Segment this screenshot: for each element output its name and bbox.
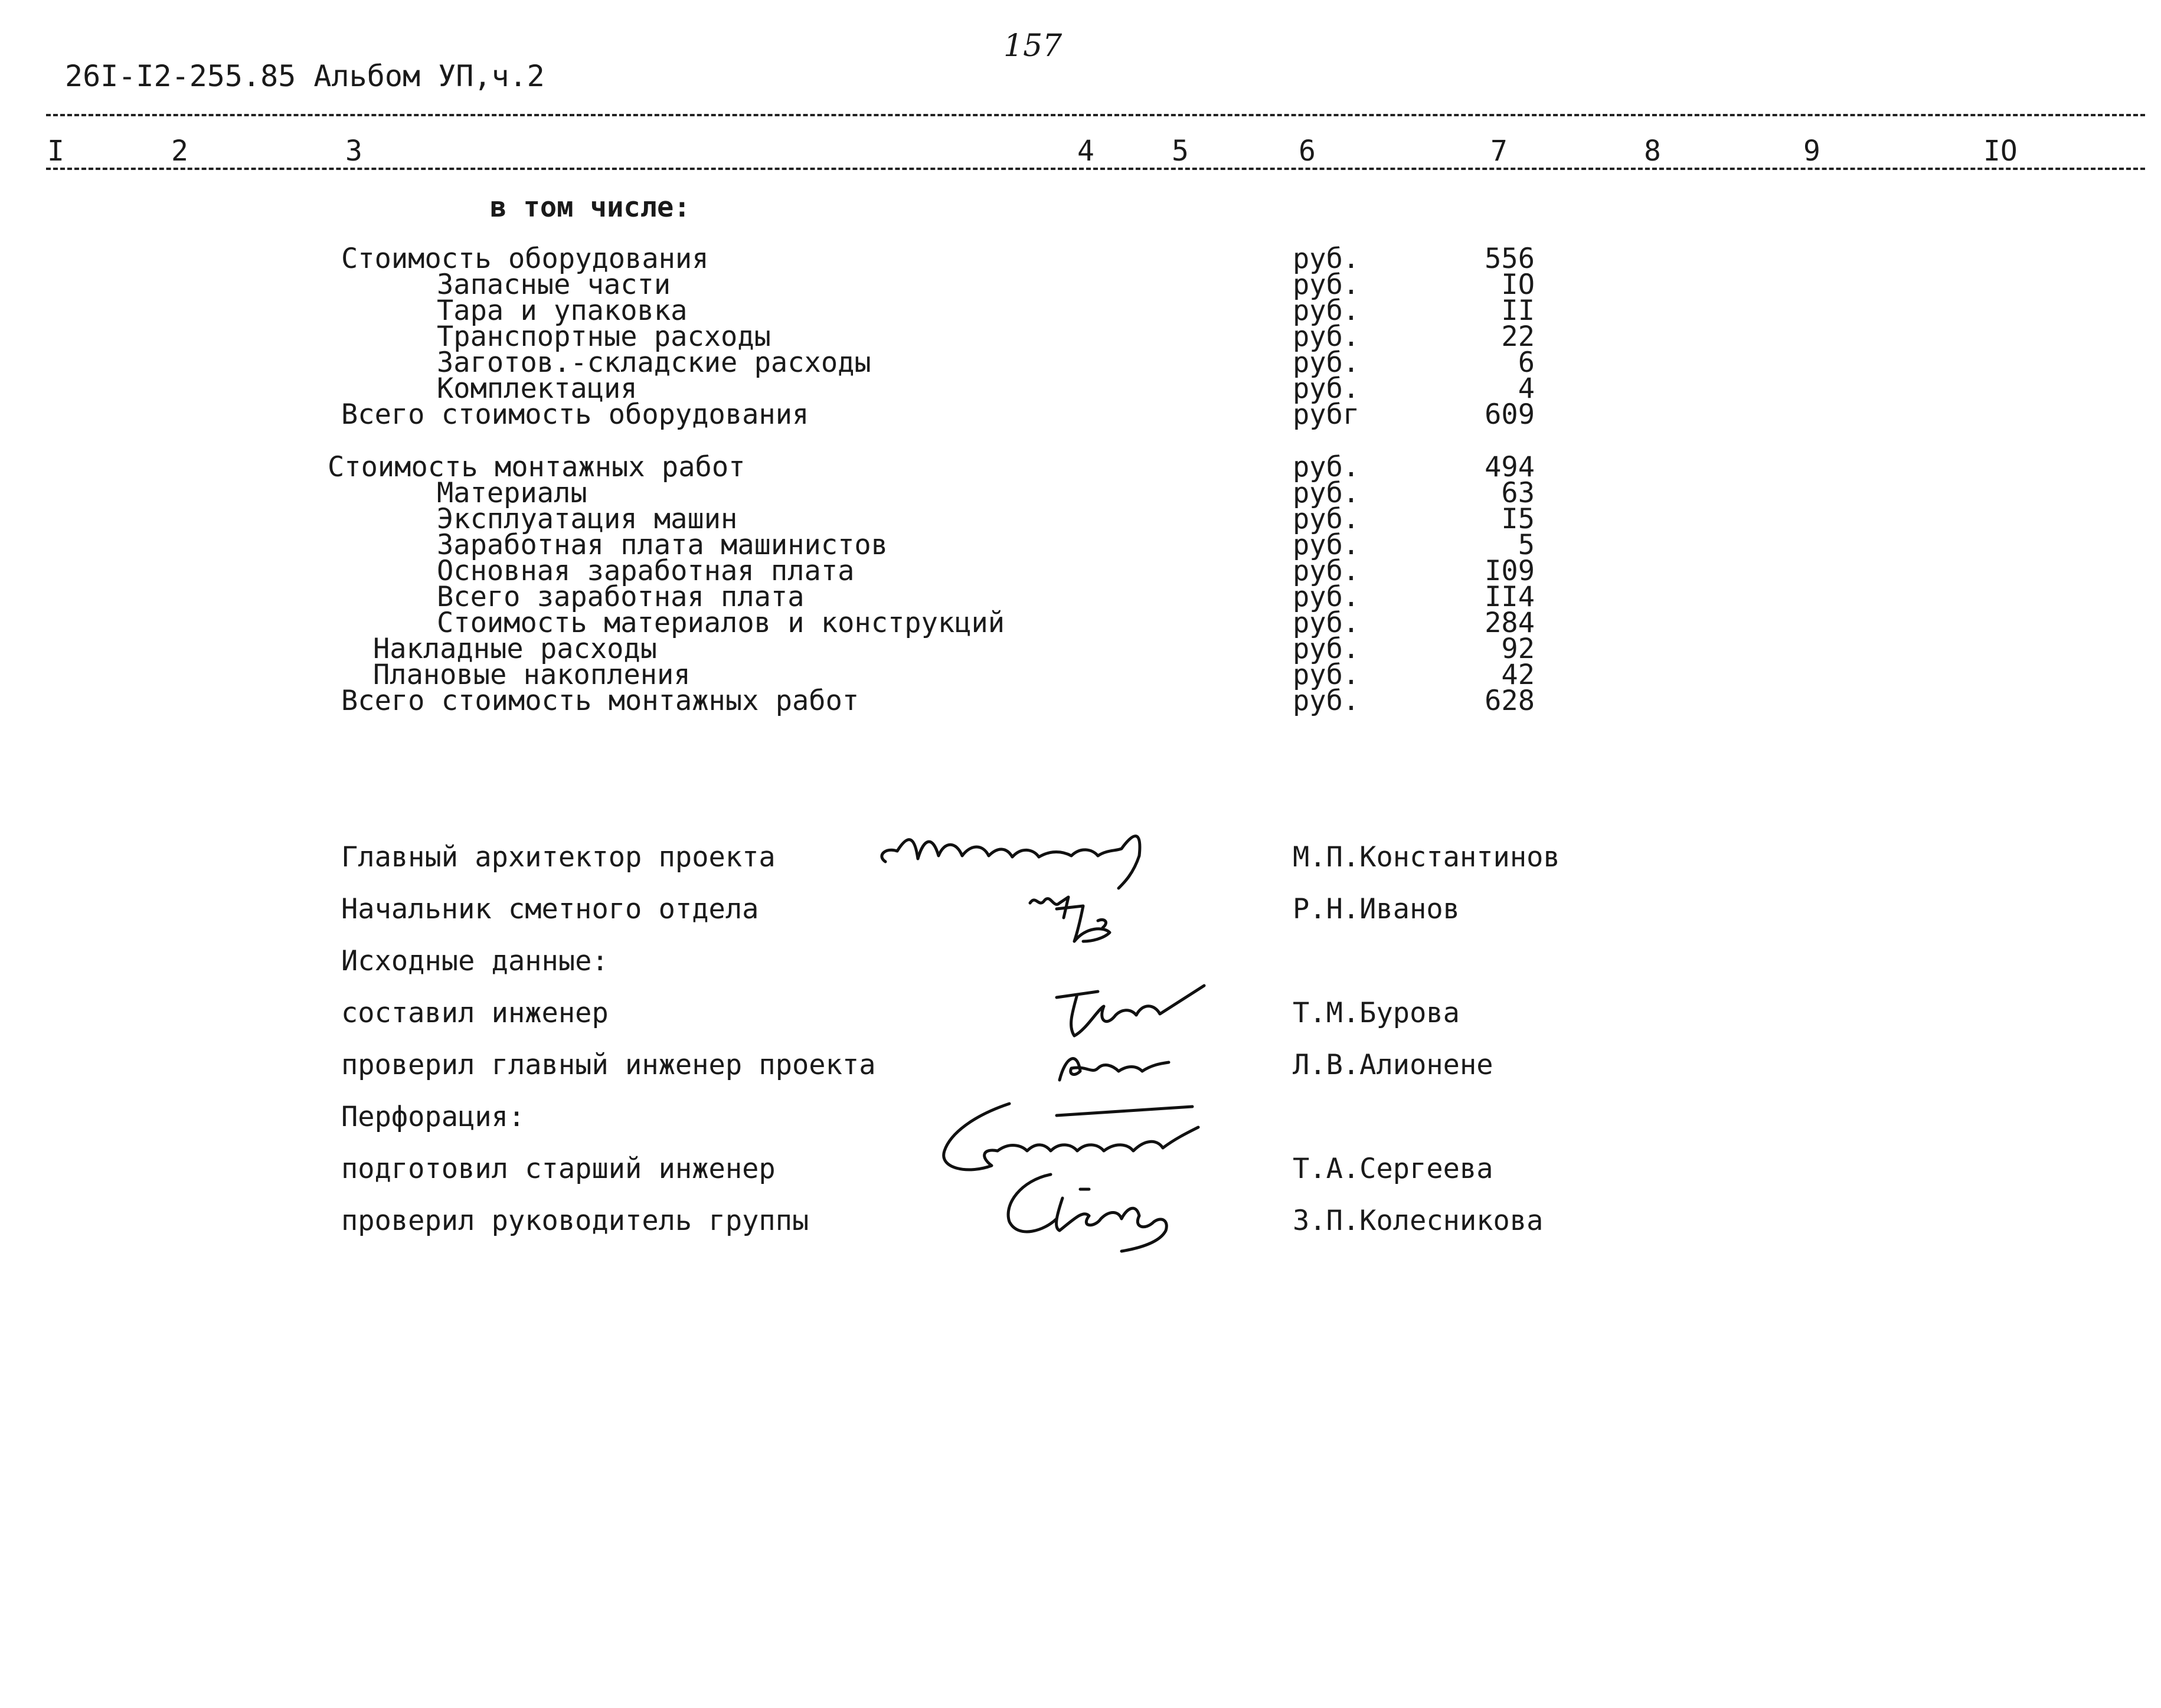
signature-role-label: Перфорация:	[341, 1101, 525, 1133]
signatory-name: Т.М.Бурова	[1293, 997, 1460, 1029]
column-number-8: 8	[1644, 135, 1661, 168]
signatory-name: Л.В.Алионене	[1293, 1049, 1493, 1081]
signatory-name: М.П.Константинов	[1293, 841, 1560, 873]
signature-konstantinov	[874, 814, 1228, 891]
installation-item-unit: руб.	[1293, 555, 1360, 587]
installation-item-value: I09	[1485, 555, 1535, 587]
equipment-item-value: 22	[1501, 320, 1535, 353]
column-number-9: 9	[1803, 135, 1820, 168]
installation-item-value: 5	[1518, 529, 1535, 561]
installation-item-unit: руб.	[1293, 503, 1360, 535]
signature-role-label: составил инженер	[341, 997, 609, 1029]
equipment-item-name: Стоимость оборудования	[341, 243, 709, 275]
signature-ivanov	[1027, 885, 1175, 950]
subheading: в том числе:	[490, 191, 691, 224]
installation-item-name: Эксплуатация машин	[437, 503, 738, 535]
equipment-item-name: Заготов.-складские расходы	[437, 346, 871, 379]
signature-role-label: проверил руководитель группы	[341, 1205, 809, 1237]
equipment-item-unit: руб.	[1293, 320, 1360, 353]
installation-item-name: Всего стоимость монтажных работ	[341, 685, 859, 717]
signatory-name: З.П.Колесникова	[1293, 1205, 1544, 1237]
installation-item-unit: руб.	[1293, 685, 1360, 717]
equipment-item-unit: руб.	[1293, 295, 1360, 327]
equipment-item-value: 4	[1518, 372, 1535, 405]
signature-role-label: Главный архитектор проекта	[341, 841, 776, 873]
installation-item-name: Стоимость материалов и конструкций	[437, 607, 1005, 639]
installation-item-name: Заработная плата машинистов	[437, 529, 888, 561]
installation-item-value: 42	[1501, 659, 1535, 691]
installation-item-value: 63	[1501, 477, 1535, 509]
column-number-6: 6	[1299, 135, 1316, 168]
installation-item-name: Стоимость монтажных работ	[328, 451, 746, 483]
column-number-7: 7	[1490, 135, 1508, 168]
column-number-3: 3	[345, 135, 362, 168]
installation-item-unit: руб.	[1293, 581, 1360, 613]
installation-item-value: 92	[1501, 633, 1535, 665]
equipment-item-value: II	[1501, 295, 1535, 327]
equipment-item-value: IO	[1501, 269, 1535, 301]
signature-alionene	[1051, 1039, 1198, 1086]
column-number-4: 4	[1077, 135, 1094, 168]
equipment-item-unit: руб.	[1293, 243, 1360, 275]
equipment-item-value: 6	[1518, 346, 1535, 379]
signature-role-label: Начальник сметного отдела	[341, 893, 759, 925]
installation-item-unit: руб.	[1293, 607, 1360, 639]
installation-item-name: Плановые накопления	[373, 659, 691, 691]
document-reference: 26I-I2-255.85 Альбом УП,ч.2	[65, 59, 545, 93]
installation-item-value: 494	[1485, 451, 1535, 483]
installation-item-name: Основная заработная плата	[437, 555, 855, 587]
installation-item-value: I5	[1501, 503, 1535, 535]
signature-role-label: Исходные данные:	[341, 945, 609, 977]
signatory-name: Т.А.Сергеева	[1293, 1153, 1493, 1185]
installation-item-name: Всего заработная плата	[437, 581, 805, 613]
installation-item-unit: руб.	[1293, 633, 1360, 665]
equipment-item-name: Запасные части	[437, 269, 671, 301]
installation-item-name: Накладные расходы	[373, 633, 658, 665]
installation-item-unit: руб.	[1293, 477, 1360, 509]
installation-item-unit: руб.	[1293, 451, 1360, 483]
signature-burova	[1051, 980, 1228, 1045]
equipment-item-name: Тара и упаковка	[437, 295, 688, 327]
equipment-item-value: 556	[1485, 243, 1535, 275]
signature-role-label: подготовил старший инженер	[341, 1153, 776, 1185]
installation-item-value: 628	[1485, 685, 1535, 717]
equipment-item-unit: рубг	[1293, 398, 1360, 431]
equipment-item-value: 609	[1485, 398, 1535, 431]
column-number-10: IO	[1983, 135, 2018, 168]
installation-item-name: Материалы	[437, 477, 587, 509]
signatory-name: Р.Н.Иванов	[1293, 893, 1460, 925]
top-rule	[46, 114, 2145, 116]
column-number-5: 5	[1172, 135, 1189, 168]
equipment-item-unit: руб.	[1293, 372, 1360, 405]
installation-item-value: II4	[1485, 581, 1535, 613]
page-number: 157	[1003, 28, 1062, 64]
column-number-2: 2	[171, 135, 188, 168]
equipment-item-name: Комплектация	[437, 372, 637, 405]
equipment-item-unit: руб.	[1293, 346, 1360, 379]
equipment-item-name: Транспортные расходы	[437, 320, 771, 353]
installation-item-unit: руб.	[1293, 529, 1360, 561]
installation-item-value: 284	[1485, 607, 1535, 639]
header-rule	[46, 168, 2145, 170]
equipment-item-unit: руб.	[1293, 269, 1360, 301]
signature-role-label: проверил главный инженер проекта	[341, 1049, 876, 1081]
equipment-item-name: Всего стоимость оборудования	[341, 398, 809, 431]
signature-kolesnikova	[986, 1163, 1210, 1251]
installation-item-unit: руб.	[1293, 659, 1360, 691]
column-number-1: I	[47, 135, 64, 168]
